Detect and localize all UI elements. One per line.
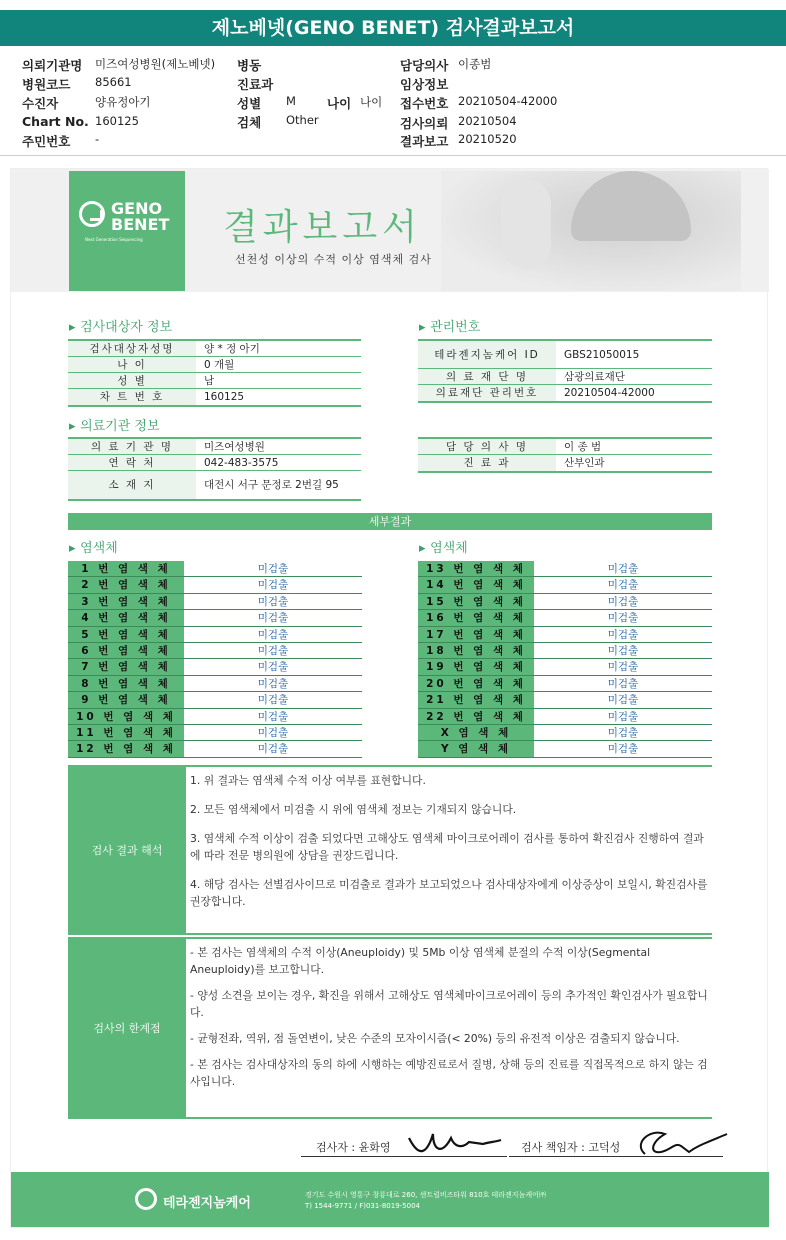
sex-label: 성별 xyxy=(237,96,262,111)
chromosome-result: 미검출 xyxy=(607,726,639,739)
chromosome-label: 17 번 염 색 체 xyxy=(418,627,534,642)
chromosome-result: 미검출 xyxy=(607,661,639,674)
subject-row-label: 차 트 번 호 xyxy=(68,389,196,405)
chromosome-result: 미검출 xyxy=(607,612,639,625)
mgmt-table xyxy=(418,339,712,403)
chromosome-result: 미검출 xyxy=(607,644,639,657)
result-report xyxy=(10,168,768,1228)
logo-subtext: Next Generation Sequencing xyxy=(85,237,143,242)
institution-table xyxy=(68,437,361,501)
chromosome-label: 3 번 염 색 체 xyxy=(68,594,184,609)
chromosome-result: 미검출 xyxy=(257,743,289,756)
doctor-row-label: 담 당 의 사 명 xyxy=(418,439,556,454)
logo-text-2: BENET xyxy=(111,215,170,234)
interpretation-heading: 검사 결과 해석 xyxy=(68,767,186,933)
chromosome-label: 11 번 염 색 체 xyxy=(68,725,184,740)
footer-logo-text: 테라젠지놈케어 xyxy=(163,1196,251,1211)
chromosome-label: 1 번 염 색 체 xyxy=(68,561,184,576)
doctor-row xyxy=(418,439,712,455)
chromosome-row xyxy=(68,610,362,626)
sex-value: M xyxy=(286,94,296,108)
geno-benet-logo xyxy=(69,171,185,291)
chromosome-result: 미검출 xyxy=(257,710,289,723)
limitations-text xyxy=(186,939,712,1104)
chromosome-result: 미검출 xyxy=(257,579,289,592)
doctor-row-label: 진 료 과 xyxy=(418,455,556,471)
age-value: 나이 xyxy=(360,95,383,109)
institution-row xyxy=(68,471,361,499)
subject-row-label: 나 이 xyxy=(68,357,196,372)
manager-name: 검사 책임자 : 고덕성 xyxy=(521,1141,621,1154)
chromosome-result: 미검출 xyxy=(607,579,639,592)
chromosome-row xyxy=(68,725,362,741)
subject-row xyxy=(68,389,361,405)
rrn-value: - xyxy=(95,132,100,146)
chromosome-table-left xyxy=(68,561,362,758)
chromosome-row xyxy=(418,692,712,708)
chromosome-left-title: ▸ 염색체 xyxy=(69,537,118,556)
institution-doctor-table xyxy=(418,437,712,473)
chromosome-result: 미검출 xyxy=(257,694,289,707)
subject-row-value: 0 개월 xyxy=(204,359,235,371)
specimen-value: Other xyxy=(286,113,319,127)
footer-address: 경기도 수원시 영통구 창룡대로 260, 센트럴비즈타워 810호 테라젠지놈케어㈜ T) 1544-9771 / F)031-8019-5004 xyxy=(305,1191,546,1210)
subject-section-title: ▸ 검사대상자 정보 xyxy=(69,316,172,335)
chromosome-label: 20 번 염 색 체 xyxy=(418,676,534,691)
report-banner xyxy=(11,169,769,292)
interpretation-item: 2. 모든 염색체에서 미검출 시 위에 염색체 정보는 기재되지 않습니다. xyxy=(190,803,517,816)
limitation-item: - 양성 소견을 보이는 경우, 확진을 위해서 고해상도 염색체마이크로어레이 등의 추가적인 확인검사가 필요합니다. xyxy=(190,989,708,1019)
chromosome-result: 미검출 xyxy=(607,743,639,756)
chromosome-result: 미검출 xyxy=(257,563,289,575)
interpretation-item: 1. 위 결과는 염색체 수적 이상 여부를 표현합니다. xyxy=(190,774,426,787)
chromosome-row xyxy=(68,676,362,692)
chromosome-row xyxy=(418,577,712,593)
chromosome-label: 2 번 염 색 체 xyxy=(68,577,184,592)
subject-row-value: 양 * 정 아기 xyxy=(204,343,260,355)
dept-label: 진료과 xyxy=(237,77,274,92)
banner-subtitle: 선천성 이상의 수적 이상 염색체 검사 xyxy=(235,253,432,266)
inst-label: 의뢰기관명 xyxy=(22,58,83,73)
interpretation-text xyxy=(186,767,712,927)
chromosome-row xyxy=(418,594,712,610)
chromosome-right-title: ▸ 염색체 xyxy=(419,537,468,556)
subject-row-value: 160125 xyxy=(204,391,245,403)
mgmt-section-title: ▸ 관리번호 xyxy=(419,316,480,335)
chromosome-result: 미검출 xyxy=(607,677,639,690)
rrn-label: 주민번호 xyxy=(22,134,71,149)
chromosome-label: 6 번 염 색 체 xyxy=(68,643,184,658)
limitation-item: - 균형전좌, 역위, 점 돌연변이, 낮은 수준의 모자이시즘(< 20%) 등의 유전적 이상은 검출되지 않습니다. xyxy=(190,1032,680,1045)
mgmt-row-value: 20210504-42000 xyxy=(564,387,655,399)
chromosome-label: 22 번 염 색 체 xyxy=(418,709,534,724)
inst-value: 미즈여성병원(제노베넷) xyxy=(95,57,216,71)
chromosome-label: 21 번 염 색 체 xyxy=(418,692,534,707)
institution-row-value: 미즈여성병원 xyxy=(204,441,265,453)
subject-row xyxy=(68,357,361,373)
report-date-label: 결과보고 xyxy=(400,134,449,149)
logo-text-1: GENO xyxy=(111,199,163,218)
institution-row-label: 소 재 지 xyxy=(68,471,196,499)
chromosome-result: 미검출 xyxy=(607,694,639,707)
chromosome-label: 14 번 염 색 체 xyxy=(418,577,534,592)
limitation-item: - 본 검사는 검사대상자의 동의 하에 시행하는 예방진료로서 질병, 상해 등의 진료를 직접목적으로 하지 않는 검사입니다. xyxy=(190,1058,708,1088)
geno-logo-icon xyxy=(79,201,105,227)
chromosome-row xyxy=(68,577,362,593)
banner-title: 결과보고서 xyxy=(223,207,422,248)
chromosome-result: 미검출 xyxy=(257,644,289,657)
code-value: 85661 xyxy=(95,75,132,89)
chromosome-row xyxy=(68,594,362,610)
specimen-label: 검체 xyxy=(237,115,262,130)
chromosome-table-right xyxy=(418,561,712,758)
interpretation-item: 4. 해당 검사는 선별검사이므로 미검출로 결과가 보고되었으나 검사대상자에게 이상증상이 보일시, 확진검사를 권장합니다. xyxy=(190,878,708,908)
mgmt-row-label: 의 료 재 단 명 xyxy=(418,369,556,384)
subject-row xyxy=(68,341,361,357)
mgmt-row xyxy=(418,341,712,369)
mgmt-row xyxy=(418,385,712,401)
chromosome-label: 12 번 염 색 체 xyxy=(68,741,184,756)
chromosome-row xyxy=(68,643,362,659)
chromosome-row xyxy=(418,643,712,659)
report-title-bar xyxy=(0,10,786,46)
request-header xyxy=(0,52,786,156)
chromosome-result: 미검출 xyxy=(607,595,639,608)
ward-label: 병동 xyxy=(237,58,262,73)
mgmt-row-label: 의료재단 관리번호 xyxy=(418,385,556,401)
doctor-value: 이종범 xyxy=(458,57,492,71)
chromosome-label: 5 번 염 색 체 xyxy=(68,627,184,642)
chromosome-row xyxy=(68,627,362,643)
chromosome-label: 10 번 염 색 체 xyxy=(68,709,184,724)
doctor-row-value: 이 종 범 xyxy=(564,441,602,453)
chromosome-label: 18 번 염 색 체 xyxy=(418,643,534,658)
institution-row-value: 대전시 서구 문정로 2번길 95 xyxy=(204,479,339,491)
chromosome-result: 미검출 xyxy=(257,677,289,690)
chromosome-row xyxy=(418,741,712,757)
baby-feet-photo xyxy=(441,171,741,291)
chromosome-result: 미검출 xyxy=(607,563,639,575)
chromosome-label: 19 번 염 색 체 xyxy=(418,659,534,674)
chromosome-result: 미검출 xyxy=(257,595,289,608)
institution-row xyxy=(68,439,361,455)
chromosome-row xyxy=(68,692,362,708)
chromosome-label: 8 번 염 색 체 xyxy=(68,676,184,691)
subject-row-value: 남 xyxy=(204,375,215,387)
institution-row xyxy=(68,455,361,471)
chromosome-label: 16 번 염 색 체 xyxy=(418,610,534,625)
patient-label: 수진자 xyxy=(22,96,59,111)
mgmt-row-value: GBS21050015 xyxy=(564,349,640,361)
company-footer xyxy=(11,1172,769,1227)
subject-row xyxy=(68,373,361,389)
chromosome-label: Y 염 색 체 xyxy=(418,741,534,756)
chromosome-row xyxy=(418,561,712,577)
clinical-label: 임상정보 xyxy=(400,77,449,92)
chromosome-result: 미검출 xyxy=(257,612,289,625)
chart-label: Chart No. xyxy=(22,114,89,129)
institution-row-label: 연 락 처 xyxy=(68,455,196,470)
doctor-label: 담당의사 xyxy=(400,58,449,73)
institution-row-value: 042-483-3575 xyxy=(204,457,279,469)
code-label: 병원코드 xyxy=(22,77,71,92)
mgmt-row xyxy=(418,369,712,385)
chromosome-row xyxy=(68,709,362,725)
theragen-logo-icon xyxy=(135,1188,157,1210)
mgmt-row-label: 테라젠지놈케어 ID xyxy=(418,341,556,368)
subject-row-label: 성 별 xyxy=(68,373,196,388)
mgmt-row-value: 삼광의료재단 xyxy=(564,371,625,383)
limitations-heading: 검사의 한계점 xyxy=(68,939,186,1117)
chromosome-result: 미검출 xyxy=(257,726,289,739)
subject-row-label: 검사대상자성명 xyxy=(68,341,196,356)
chromosome-row xyxy=(418,627,712,643)
req-value: 20210504 xyxy=(458,114,517,128)
chromosome-label: 4 번 염 색 체 xyxy=(68,610,184,625)
chromosome-row xyxy=(68,741,362,757)
chromosome-row xyxy=(418,709,712,725)
chromosome-result: 미검출 xyxy=(257,661,289,674)
subject-table xyxy=(68,339,361,407)
chromosome-row xyxy=(418,725,712,741)
chromosome-row xyxy=(418,659,712,675)
chromosome-row xyxy=(68,561,362,577)
chromosome-row xyxy=(418,676,712,692)
patient-value: 양유정아기 xyxy=(95,95,151,109)
doctor-row xyxy=(418,455,712,471)
chromosome-result: 미검출 xyxy=(607,710,639,723)
req-label: 검사의뢰 xyxy=(400,116,449,131)
receipt-label: 접수번호 xyxy=(400,96,449,111)
institution-row-label: 의 료 기 관 명 xyxy=(68,439,196,454)
doctor-row-value: 산부인과 xyxy=(564,457,605,469)
report-date-value: 20210520 xyxy=(458,132,517,146)
limitations-block xyxy=(68,937,712,1119)
interpretation-block xyxy=(68,765,712,935)
detail-result-title: 세부결과 xyxy=(368,515,412,528)
report-title: 제노베넷(GENO BENET) 검사결과보고서 xyxy=(211,17,575,39)
limitation-item: - 본 검사는 염색체의 수적 이상(Aneuploidy) 및 5Mb 이상 염색체 분절의 수적 이상(Segmental Aneuploidy)를 보고합니다. xyxy=(190,946,651,976)
chromosome-label: X 염 색 체 xyxy=(418,725,534,740)
chromosome-result: 미검출 xyxy=(607,628,639,641)
chromosome-label: 13 번 염 색 체 xyxy=(418,561,534,576)
chromosome-row xyxy=(68,659,362,675)
interpretation-item: 3. 염색체 수적 이상이 검출 되었다면 고해상도 염색체 마이크로어레이 검사를 통하여 확진검사 진행하여 결과에 따라 전문 병의원에 상담을 권장드립니다. xyxy=(190,832,704,862)
tester-name: 검사자 : 윤화영 xyxy=(316,1141,391,1154)
chromosome-label: 7 번 염 색 체 xyxy=(68,659,184,674)
age-label: 나이 xyxy=(327,96,352,111)
institution-section-title: ▸ 의료기관 정보 xyxy=(69,415,160,434)
chromosome-label: 9 번 염 색 체 xyxy=(68,692,184,707)
chromosome-result: 미검출 xyxy=(257,628,289,641)
detail-result-bar xyxy=(68,513,712,530)
receipt-value: 20210504-42000 xyxy=(458,94,558,108)
chromosome-label: 15 번 염 색 체 xyxy=(418,594,534,609)
chart-value: 160125 xyxy=(95,114,139,128)
chromosome-row xyxy=(418,610,712,626)
